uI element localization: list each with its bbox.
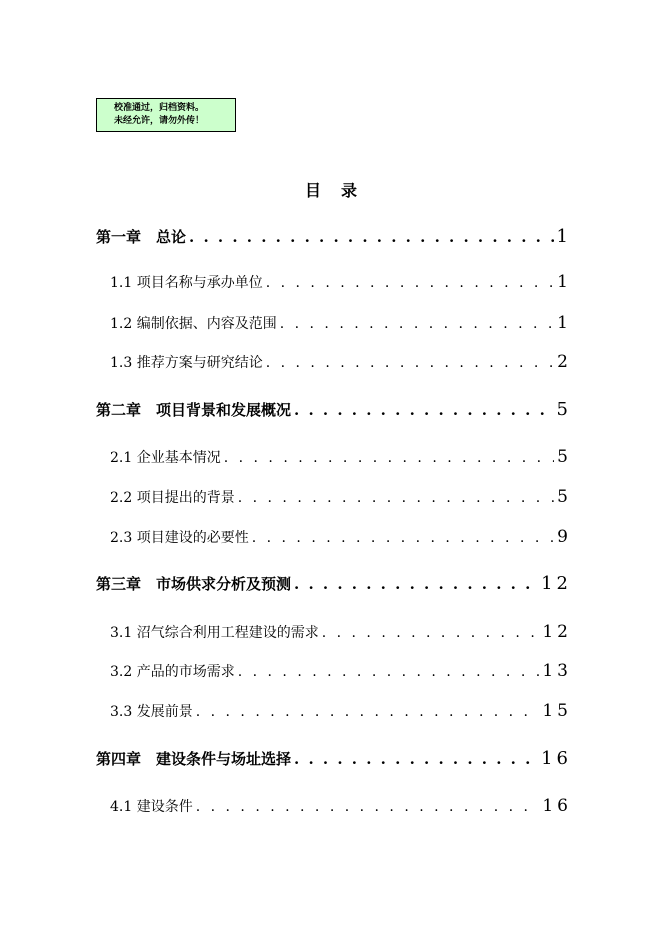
- toc-entry-page: 12: [541, 573, 572, 594]
- notice-line-2: 未经允许，请勿外传！: [114, 116, 205, 126]
- toc-dot-leader: [280, 316, 554, 332]
- toc-dot-leader: [238, 664, 540, 680]
- toc-entry-section-1-3[interactable]: [110, 352, 572, 372]
- toc-entry-label: 2.3 项目建设的必要性: [110, 530, 249, 546]
- toc-dot-leader: [189, 228, 554, 246]
- toc-dot-leader: [294, 575, 538, 593]
- toc-entry-label: 第二章 项目背景和发展概况: [96, 401, 292, 419]
- toc-dot-leader: [196, 799, 540, 815]
- notice-line-1: 校准通过，归档资料。: [114, 103, 205, 113]
- toc-entry-label: 第三章 市场供求分析及预测: [96, 575, 292, 593]
- toc-entry-page: 5: [557, 447, 572, 467]
- toc-dot-leader: [224, 450, 554, 466]
- toc-entry-page: 16: [542, 796, 572, 816]
- toc-entry-chapter-3[interactable]: [96, 573, 572, 594]
- toc-entry-section-2-3[interactable]: [110, 527, 572, 547]
- toc-entry-page: 1: [557, 272, 572, 292]
- toc-entry-section-2-1[interactable]: [110, 447, 572, 467]
- toc-entry-section-3-2[interactable]: [110, 661, 572, 681]
- toc-entry-label: 3.2 产品的市场需求: [110, 664, 235, 680]
- toc-dot-leader: [322, 625, 540, 641]
- toc-entry-page: 2: [557, 352, 572, 372]
- toc-entry-label: 3.1 沼气综合利用工程建设的需求: [110, 625, 319, 641]
- toc-entry-label: 3.3 发展前景: [110, 704, 193, 720]
- toc-entry-section-3-1[interactable]: [110, 622, 572, 642]
- toc-entry-label: 2.2 项目提出的背景: [110, 490, 235, 506]
- toc-entry-page: 9: [557, 527, 572, 547]
- toc-entry-label: 第四章 建设条件与场址选择: [96, 750, 292, 768]
- toc-entry-page: 15: [542, 701, 572, 721]
- toc-entry-section-2-2[interactable]: [110, 487, 572, 507]
- toc-entry-label: 1.3 推荐方案与研究结论: [110, 355, 263, 371]
- toc-entry-label: 4.1 建设条件: [110, 799, 193, 815]
- toc-entry-page: 16: [541, 748, 572, 769]
- toc-entry-chapter-2[interactable]: [96, 399, 572, 420]
- toc-dot-leader: [252, 530, 554, 546]
- toc-entry-page: 1: [557, 313, 572, 333]
- toc-entry-section-1-2[interactable]: [110, 313, 572, 333]
- toc-entry-page: 5: [557, 487, 572, 507]
- toc-entry-section-1-1[interactable]: [110, 272, 572, 292]
- toc-entry-section-4-1[interactable]: [110, 796, 572, 816]
- toc-dot-leader: [196, 704, 540, 720]
- toc-entry-label: 2.1 企业基本情况: [110, 450, 221, 466]
- toc-title: 目录: [304, 181, 377, 200]
- toc-entry-page: 5: [556, 399, 572, 420]
- confidential-notice-box: [96, 98, 236, 132]
- toc-dot-leader: [238, 490, 554, 506]
- toc-dot-leader: [294, 750, 538, 768]
- toc-entry-page: 13: [542, 661, 572, 681]
- toc-entry-page: 1: [556, 226, 572, 247]
- toc-entry-label: 1.1 项目名称与承办单位: [110, 275, 263, 291]
- toc-entry-page: 12: [542, 622, 572, 642]
- toc-entry-label: 第一章 总论: [96, 228, 187, 246]
- toc-dot-leader: [266, 355, 554, 371]
- toc-dot-leader: [266, 275, 554, 291]
- toc-dot-leader: [294, 401, 554, 419]
- toc-entry-section-3-3[interactable]: [110, 701, 572, 721]
- toc-entry-label: 1.2 编制依据、内容及范围: [110, 316, 277, 332]
- toc-entry-chapter-1[interactable]: [96, 226, 572, 247]
- toc-entry-chapter-4[interactable]: [96, 748, 572, 769]
